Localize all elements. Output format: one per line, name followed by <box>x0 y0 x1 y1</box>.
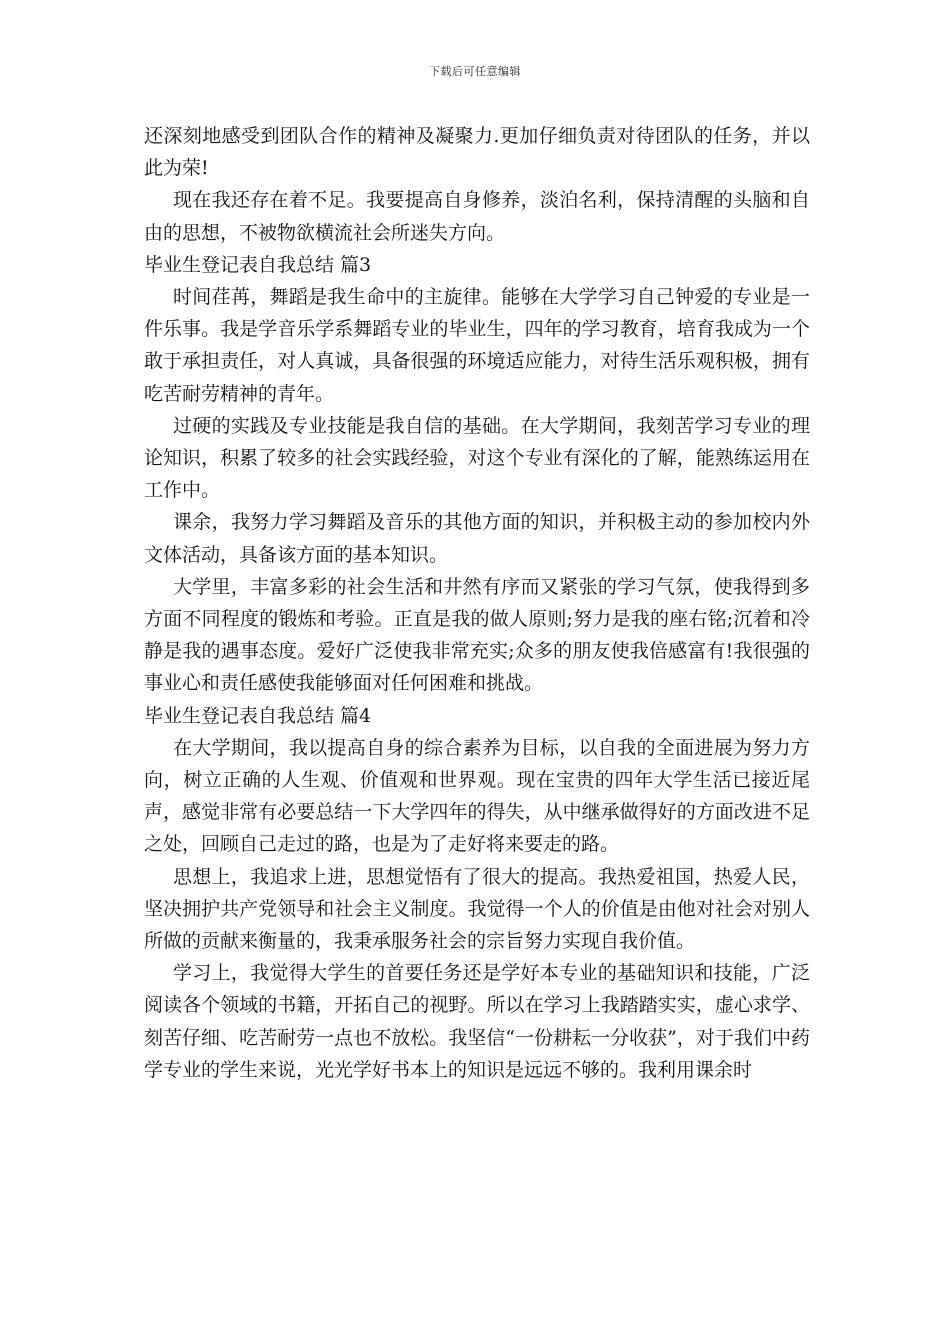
body-paragraph: 思想上，我追求上进，思想觉悟有了很大的提高。我热爱祖国，热爱人民，坚决拥护共产党领导和社会主义制度。我觉得一个人的价值是由他对社会对别人所做的贡献来衡量的，我秉承服务社会的宗旨努力实现自我价值。 <box>144 865 810 953</box>
body-paragraph: 学习上，我觉得大学生的首要任务还是学好本专业的基础知识和技能，广泛阅读各个领域的书籍，开拓自己的视野。所以在学习上我踏踏实实，虚心求学、刻苦仔细、吃苦耐劳一点也不放松。我坚信“一份耕耘一分收获”，对于我们中药学专业的学生来说，光光学好书本上的知识是远远不够的。我利用课余时 <box>144 962 810 1081</box>
body-paragraph: 课余，我努力学习舞蹈及音乐的其他方面的知识，并积极主动的参加校内外文体活动，具备该方面的基本知识。 <box>144 511 810 566</box>
body-paragraph: 还深刻地感受到团队合作的精神及凝聚力.更加仔细负责对待团队的任务，并以此为荣! <box>144 125 810 180</box>
document-body <box>144 120 810 1086</box>
header-note: 下载后可任意编辑 <box>429 65 521 78</box>
body-paragraph: 大学里，丰富多彩的社会生活和井然有序而又紧张的学习气氛，使我得到多方面不同程度的锻炼和考验。正直是我的做人原则;努力是我的座右铭;沉着和冷静是我的遇事态度。爱好广泛使我非常充实;众多的朋友使我倍感富有!我很强的事业心和责任感使我能够面对任何困难和挑战。 <box>144 575 810 695</box>
body-paragraph: 时间荏苒，舞蹈是我生命中的主旋律。能够在大学学习自己钟爱的专业是一件乐事。我是学音乐学系舞蹈专业的毕业生，四年的学习教育，培育我成为一个敢于承担责任，对人真诚，具备很强的环境适应能力，对待生活乐观积极，拥有吃苦耐劳精神的青年。 <box>144 286 810 405</box>
section-heading: 毕业生登记表自我总结 篇4 <box>144 704 372 727</box>
section-heading: 毕业生登记表自我总结 篇3 <box>144 253 372 276</box>
body-paragraph: 在大学期间，我以提高自身的综合素养为目标，以自我的全面进展为努力方向，树立正确的人生观、价值观和世界观。现在宝贵的四年大学生活已接近尾声，感觉非常有必要总结一下大学四年的得失，从中继承做得好的方面改进不足之处，回顾自己走过的路，也是为了走好将来要走的路。 <box>144 736 810 856</box>
body-paragraph: 过硬的实践及专业技能是我自信的基础。在大学期间，我刻苦学习专业的理论知识，积累了较多的社会实践经验，对这个专业有深化的了解，能熟练运用在工作中。 <box>144 414 810 502</box>
body-paragraph: 现在我还存在着不足。我要提高自身修养，淡泊名利，保持清醒的头脑和自由的思想，不被物欲横流社会所迷失方向。 <box>144 189 810 244</box>
